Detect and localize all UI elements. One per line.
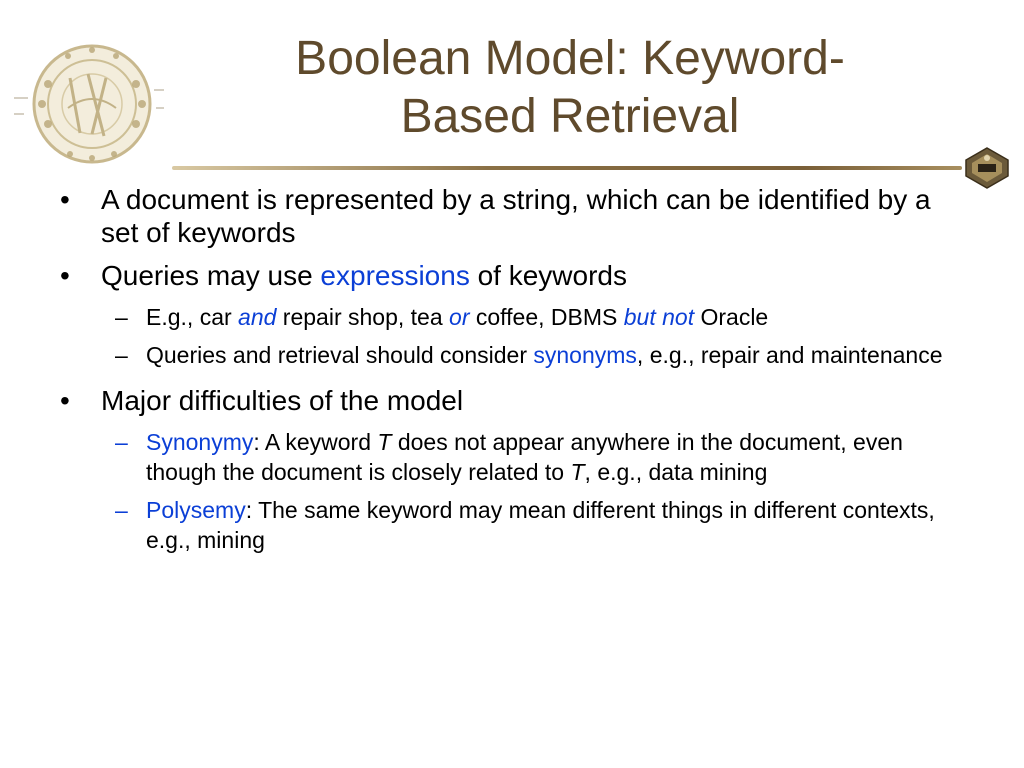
bullet-text-pre: Queries may use (101, 260, 321, 291)
term-synonymy: Synonymy (146, 429, 254, 455)
bullet-text-post: of keywords (469, 260, 627, 291)
highlight-expressions: expressions (320, 260, 470, 291)
bullet-text: Major difficulties of the model (101, 385, 464, 416)
slide-body (0, 183, 1024, 563)
subbullet-polysemy (115, 495, 976, 555)
bullet-document-representation (60, 183, 961, 249)
text-segment: Oracle (694, 304, 769, 330)
subbullet-synonymy (115, 427, 976, 487)
bullet-major-difficulties (60, 384, 961, 417)
subbullet-boolean-examples (115, 302, 976, 332)
university-seal-icon (8, 38, 168, 168)
title-divider (172, 166, 962, 170)
variable-t: T (377, 429, 392, 455)
text-segment: does not appear anywhere in the document, even though the document is closely related to (146, 429, 903, 485)
variable-t: T (570, 459, 585, 485)
term-polysemy: Polysemy (146, 497, 246, 523)
text-segment: repair shop, tea (276, 304, 450, 330)
bullet-marker: • (60, 260, 70, 291)
dash-marker: – (115, 497, 128, 523)
text-segment: Queries and retrieval should consider (146, 342, 534, 368)
text-segment: , e.g., repair and maintenance (636, 342, 943, 368)
subbullet-synonyms (115, 340, 976, 370)
dash-marker: – (115, 429, 128, 455)
title-line-1: Boolean Model: Keyword- (295, 32, 845, 85)
text-segment: , e.g., data mining (584, 459, 768, 485)
slide-title (180, 30, 960, 146)
operator-but-not: but not (623, 304, 695, 330)
text-segment: E.g., car (146, 304, 239, 330)
operator-or: or (449, 304, 470, 330)
highlight-synonyms: synonyms (533, 342, 637, 368)
bullet-queries-expressions (60, 259, 961, 292)
text-segment: coffee, DBMS (469, 304, 624, 330)
operator-and: and (238, 304, 277, 330)
bullet-marker: • (60, 184, 70, 215)
text-segment: : The same keyword may mean different things in different contexts, e.g., mining (146, 497, 935, 553)
dash-marker: – (115, 342, 128, 368)
bullet-marker: • (60, 385, 70, 416)
dash-marker: – (115, 304, 128, 330)
bullet-text: A document is represented by a string, which can be identified by a set of keywords (101, 184, 931, 248)
title-line-2: Based Retrieval (400, 90, 740, 143)
text-segment: : A keyword (253, 429, 378, 455)
